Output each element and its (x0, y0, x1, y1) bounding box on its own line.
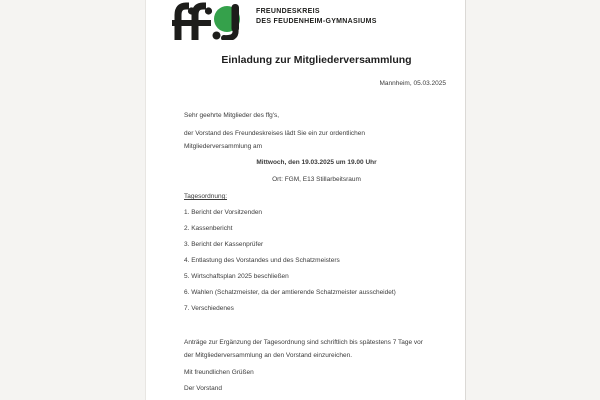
amendment-note-line-1: Anträge zur Ergänzung der Tagesordnung sind schriftlich bis spätestens 7 Tage vor (184, 339, 423, 346)
agenda-item-4: 4. Entlastung des Vorstandes und des Schatzmeisters (184, 257, 340, 264)
letter-page (145, 0, 466, 400)
closing-line: Mit freundlichen Grüßen (184, 369, 254, 376)
greeting-line: Sehr geehrte Mitglieder des ffg's, (184, 112, 280, 119)
logo-f2-dot (205, 7, 212, 14)
agenda-heading: Tagesordnung: (184, 193, 228, 200)
intro-paragraph (184, 127, 449, 153)
intro-line-1: der Vorstand des Freundeskreises lädt Sie ein zur ordentlichen (184, 130, 366, 137)
agenda-item-1: 1. Bericht der Vorsitzenden (184, 209, 263, 216)
amendment-note-paragraph (184, 336, 449, 362)
event-datetime: Mittwoch, den 19.03.2025 um 19.00 Uhr (256, 159, 377, 166)
agenda-item-6: 6. Wahlen (Schatzmeister, da der amtierende Schatzmeister ausscheidet) (184, 289, 396, 296)
intro-line-2: Mitgliederversammlung am (184, 143, 263, 150)
logo-wordmark (256, 2, 377, 27)
logo-crossbar (172, 20, 211, 26)
signature-line: Der Vorstand (184, 385, 222, 392)
logo-wordmark-line2: DES FEUDENHEIM-GYMNASIUMS (256, 18, 377, 25)
agenda-item-7: 7. Verschiedenes (184, 305, 234, 312)
place-date-line: Mannheim, 05.03.2025 (379, 80, 446, 87)
agenda-item-3: 3. Bericht der Kassenprüfer (184, 241, 264, 248)
event-location: Ort: FGM, E13 Stillarbeitsraum (272, 176, 361, 183)
ffg-logo (169, 2, 377, 40)
ffg-logo-icon (169, 2, 247, 40)
agenda-item-2: 2. Kassenbericht (184, 225, 233, 232)
document-title: Einladung zur Mitgliederversammlung (221, 54, 412, 66)
logo-wordmark-line1: FREUNDESKREIS (256, 8, 320, 15)
agenda-item-5: 5. Wirtschaftsplan 2025 beschließen (184, 273, 289, 280)
letter-body (184, 109, 449, 398)
logo-g-dot (213, 32, 221, 40)
amendment-note-line-2: der Mitgliederversammlung an den Vorstand einzureichen. (184, 352, 353, 359)
